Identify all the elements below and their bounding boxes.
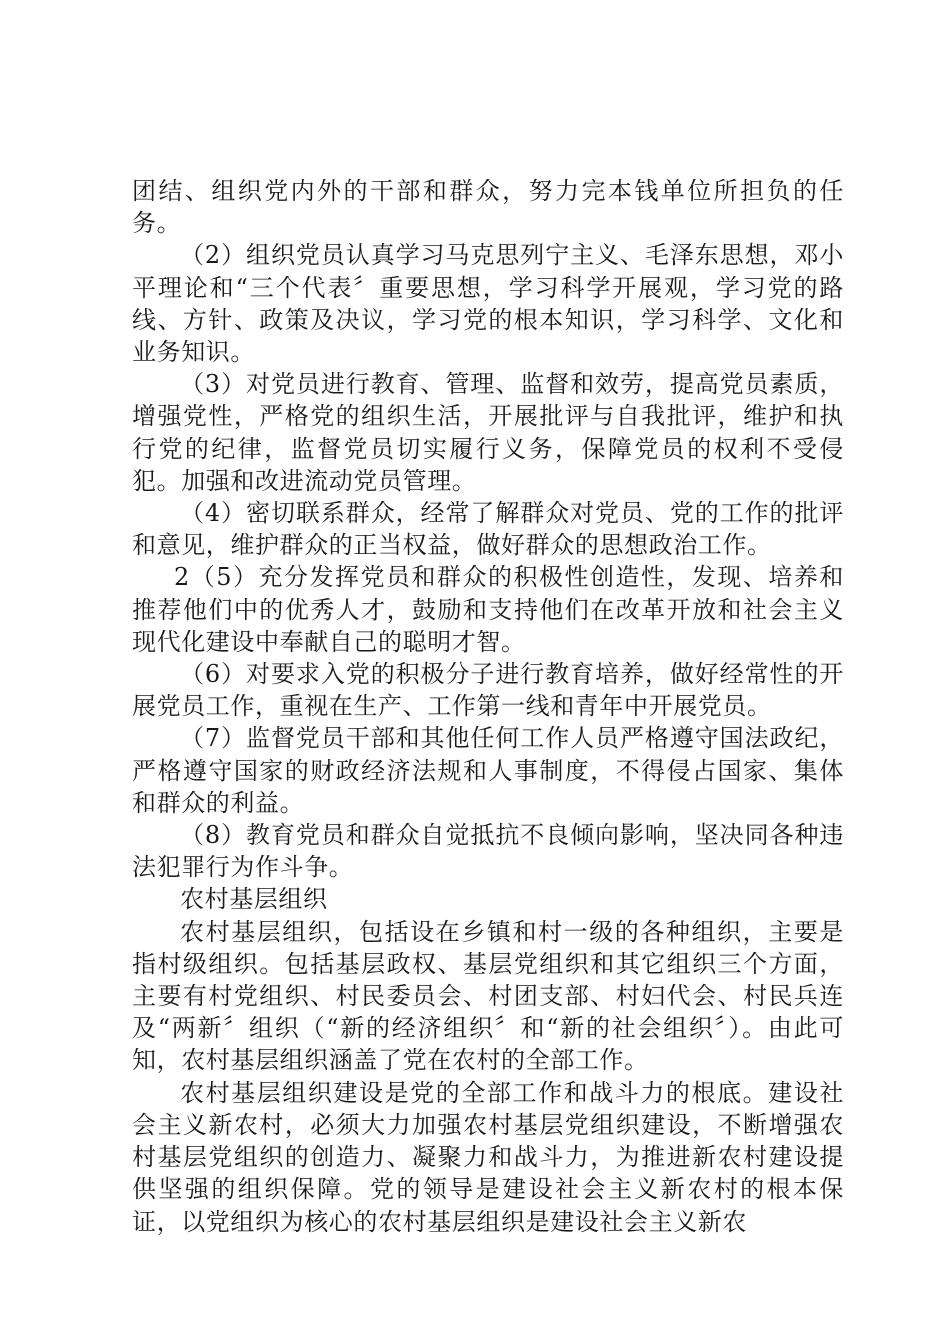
- paragraph-item-2: （2）组织党员认真学习马克思列宁主义、毛泽东思想，邓小平理论和“三个代表〞重要思想，学习科学开展观，学习党的路线、方针、政策及决议，学习党的根本知识，学习科学、文化和业务知识。: [132, 241, 844, 367]
- paragraph-rural-orgs: 农村基层组织，包括设在乡镇和村一级的各种组织，主要是指村级组织。包括基层政权、基层党组织和其它组织三个方面，主要有村党组织、村民委员会、村团支部、村妇代会、村民兵连及“两新〞组织（“新的经济组织〞和“新的社会组织〞）。由此可知，农村基层组织涵盖了党在农村的全部工作。: [132, 917, 844, 1075]
- section-heading: 农村基层组织: [180, 885, 328, 914]
- document-body: [132, 175, 844, 1238]
- paragraph-item-3: （3）对党员进行教育、管理、监督和效劳，提高党员素质，增强党性，严格党的组织生活，开展批评与自我批评，维护和执行党的纪律，监督党员切实履行义务，保障党员的权利不受侵犯。加强和改进流动党员管理。: [132, 370, 844, 495]
- paragraph-rural-construction: 农村基层组织建设是党的全部工作和战斗力的根底。建设社会主义新农村，必须大力加强农村基层党组织建设，不断增强农村基层党组织的创造力、凝聚力和战斗力，为推进新农村建设提供坚强的组织保障。党的领导是建设社会主义新农村的根本保证，以党组织为核心的农村基层组织是建设社会主义新农: [132, 1078, 844, 1236]
- paragraph-item-6: （6）对要求入党的积极分子进行教育培养，做好经常性的开展党员工作，重视在生产、工作第一线和青年中开展党员。: [132, 660, 844, 721]
- paragraph-item-5: 2（5）充分发挥党员和群众的积极性创造性，发现、培养和推荐他们中的优秀人才，鼓励和支持他们在改革开放和社会主义现代化建设中奉献自己的聪明才智。: [132, 563, 844, 656]
- paragraph-continuation: 团结、组织党内外的干部和群众，努力完本钱单位所担负的任务。: [132, 177, 844, 238]
- paragraph-item-7: （7）监督党员干部和其他任何工作人员严格遵守国法政纪，严格遵守国家的财政经济法规和人事制度，不得侵占国家、集体和群众的利益。: [132, 724, 844, 817]
- paragraph-item-8: （8）教育党员和群众自觉抵抗不良倾向影响，坚决同各种违法犯罪行为作斗争。: [132, 821, 844, 882]
- paragraph-item-4: （4）密切联系群众，经常了解群众对党员、党的工作的批评和意见，维护群众的正当权益，做好群众的思想政治工作。: [132, 499, 844, 560]
